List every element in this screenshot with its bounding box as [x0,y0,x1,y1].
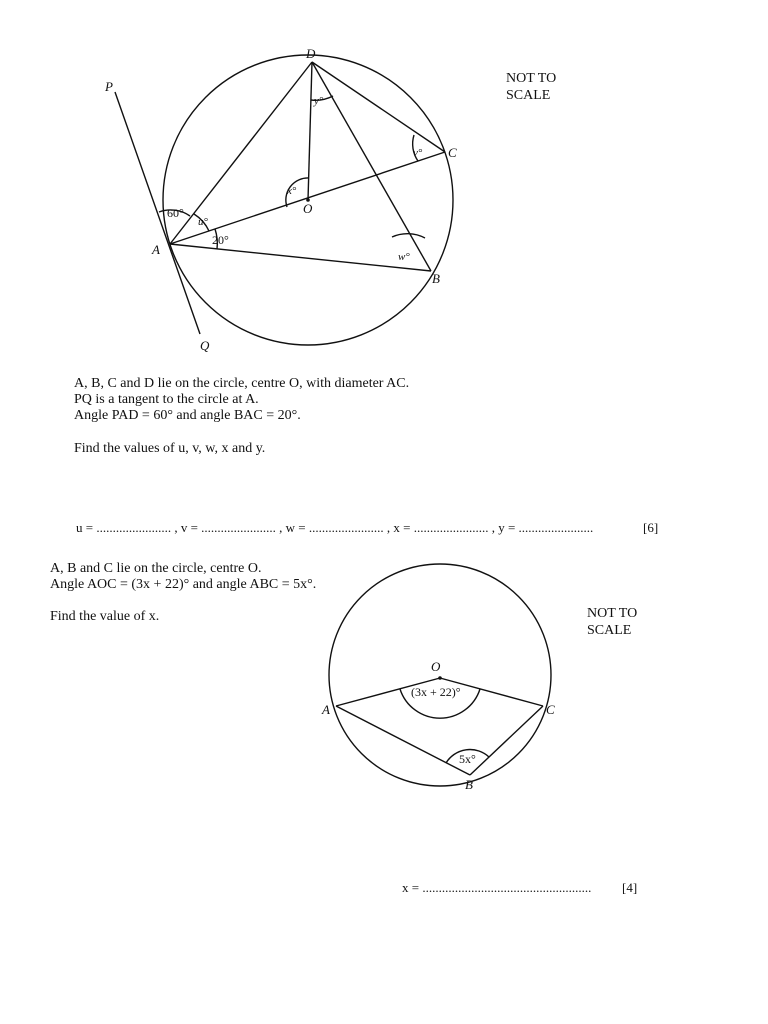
q1-instruction: Find the values of u, v, w, x and y. [74,441,266,456]
q1-answer-line[interactable]: u = ....................... , v = ....................... , w = ....................... , x = ....................... , y = ....................... [76,520,594,535]
chord-db [312,62,431,271]
label-c-2: C [546,702,555,717]
label-angle-y: y° [314,95,324,107]
label-a-2: A [322,702,330,717]
label-angle-abc: 5x° [459,752,476,766]
label-p: P [105,79,113,94]
label-d: D [306,46,316,61]
q1-text-line2: PQ is a tangent to the circle at A. [74,392,259,407]
arc-w [392,234,425,238]
label-angle-aoc: (3x + 22)° [411,685,461,699]
tangent-pq [115,92,200,334]
label-o-2: O [431,659,441,674]
label-b-2: B [465,777,473,792]
circle-2 [329,564,551,786]
label-angle-20: 20° [212,233,229,247]
q1-text-line3: Angle PAD = 60° and angle BAC = 20°. [74,408,301,423]
label-o: O [303,201,313,216]
label-c: C [448,145,457,160]
not-to-scale-1: NOT TO SCALE [506,71,557,103]
radius-od [308,62,312,200]
q1-marks: [6] [643,520,659,535]
not-to-scale-2: NOT TO SCALE [587,606,638,638]
q2-instruction: Find the value of x. [50,609,160,624]
chord-ad [170,62,312,244]
label-angle-v: v° [413,147,423,159]
circle-diagram-1 [0,0,768,360]
q2-answer-line[interactable]: x = .................................................... [402,880,592,895]
label-angle-x: x° [287,185,297,197]
label-angle-u: u° [198,216,208,228]
q2-marks: [4] [622,880,638,895]
label-q: Q [200,338,210,353]
chord-dc [312,62,445,152]
q2-text-line2: Angle AOC = (3x + 22)° and angle ABC = 5x°. [50,577,317,592]
label-a: A [152,242,160,257]
label-b: B [432,271,440,286]
circle-diagram-2 [0,560,768,800]
chord-ab [170,244,431,271]
label-angle-w: w° [398,251,410,263]
label-angle-60: 60° [167,206,184,220]
q2-text-line1: A, B and C lie on the circle, centre O. [50,561,262,576]
q1-text-line1: A, B, C and D lie on the circle, centre O, with diameter AC. [74,376,410,391]
